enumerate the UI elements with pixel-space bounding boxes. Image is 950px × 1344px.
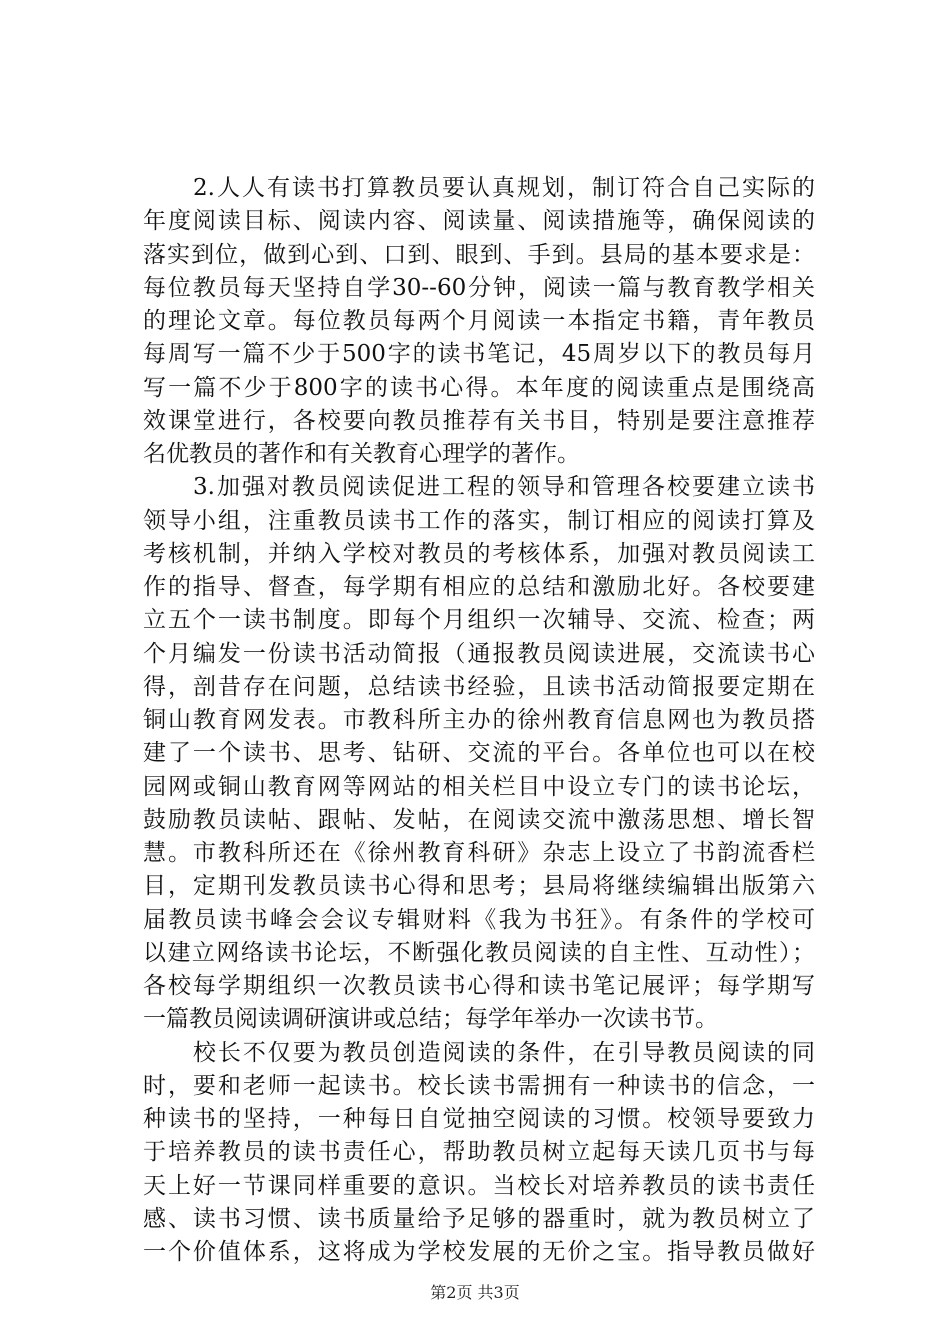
text-line: 个月编发一份读书活动简报（通报教员阅读进展，交流读书心 <box>143 640 815 667</box>
text-line: 作的指导、督查，每学期有相应的总结和激励北好。各校要建 <box>143 574 815 600</box>
page-footer: 第2页 共3页 <box>430 1283 520 1302</box>
text-line: 届教员读书峰会会议专辑财料《我为书狂》。有条件的学校可 <box>143 906 815 933</box>
text-line: 铜山教育网发表。市教科所主办的徐州教育信息网也为教员搭 <box>143 707 815 733</box>
text-line: 年度阅读目标、阅读内容、阅读量、阅读措施等，确保阅读的 <box>143 208 815 235</box>
text-line: 天上好一节课同样重要的意识。当校长对培养教员的读书责任 <box>143 1172 815 1199</box>
text-line: 时，要和老师一起读书。校长读书需拥有一种读书的信念，一 <box>143 1072 815 1099</box>
text-line: 校长不仅要为教员创造阅读的条件，在引导教员阅读的同 <box>143 1039 815 1066</box>
text-line: 考核机制，并纳入学校对教员的考核体系，加强对教员阅读工 <box>143 540 815 567</box>
text-line: 领导小组，注重教员读书工作的落实，制订相应的阅读打算及 <box>143 507 815 534</box>
text-line: 建了一个读书、思考、钻研、交流的平台。各单位也可以在校 <box>143 740 815 767</box>
text-line: 得，剖昔存在问题，总结读书经验，且读书活动简报要定期在 <box>143 673 815 700</box>
text-line: 效课堂进行，各校要向教员推荐有关书目，特别是要注意推荐 <box>143 407 815 434</box>
text-line: 的理论文章。每位教员每两个月阅读一本指定书籍，青年教员 <box>143 308 815 334</box>
text-line: 3.加强对教员阅读促进工程的领导和管理各校要建立读书 <box>143 474 815 501</box>
text-line: 一个价值体系，这将成为学校发展的无价之宝。指导教员做好 <box>143 1239 815 1265</box>
text-line: 每周写一篇不少于500字的读书笔记，45周岁以下的教员每月 <box>143 341 815 368</box>
text-line: 写一篇不少于800字的读书心得。本年度的阅读重点是围绕高 <box>143 374 815 401</box>
text-line: 目，定期刊发教员读书心得和思考；县局将继续编辑出版第六 <box>143 873 815 900</box>
text-line: 感、读书习惯、读书质量给予足够的器重时，就为教员树立了 <box>143 1205 815 1232</box>
text-line: 以建立网络读书论坛，不断强化教员阅读的自主性、互动性）； <box>143 939 815 966</box>
text-line: 于培养教员的读书责任心，帮助教员树立起每天读几页书与每 <box>143 1139 815 1166</box>
text-line: 慧。市教科所还在《徐州教育科研》杂志上设立了书韵流香栏 <box>143 840 815 866</box>
text-line: 落实到位，做到心到、口到、眼到、手到。县局的基本要求是： <box>143 241 815 268</box>
text-line: 2.人人有读书打算教员要认真规划，制订符合自己实际的 <box>143 175 815 201</box>
text-line: 鼓励教员读帖、跟帖、发帖，在阅读交流中激荡思想、增长智 <box>143 806 815 833</box>
text-line: 名优教员的著作和有关教育心理学的著作。 <box>143 441 580 467</box>
text-line: 种读书的坚持，一种每日自觉抽空阅读的习惯。校领导要致力 <box>143 1106 815 1132</box>
text-line: 每位教员每天坚持自学30--60分钟，阅读一篇与教育教学相关 <box>143 274 815 301</box>
text-line: 园网或铜山教育网等网站的相关栏目中设立专门的读书论坛， <box>143 773 815 800</box>
body-text <box>143 172 815 1269</box>
text-line: 各校每学期组织一次教员读书心得和读书笔记展评；每学期写 <box>143 973 815 999</box>
text-line: 立五个一读书制度。即每个月组织一次辅导、交流、检查；两 <box>143 607 815 634</box>
text-line: 一篇教员阅读调研演讲或总结；每学年举办一次读书节。 <box>143 1006 718 1033</box>
